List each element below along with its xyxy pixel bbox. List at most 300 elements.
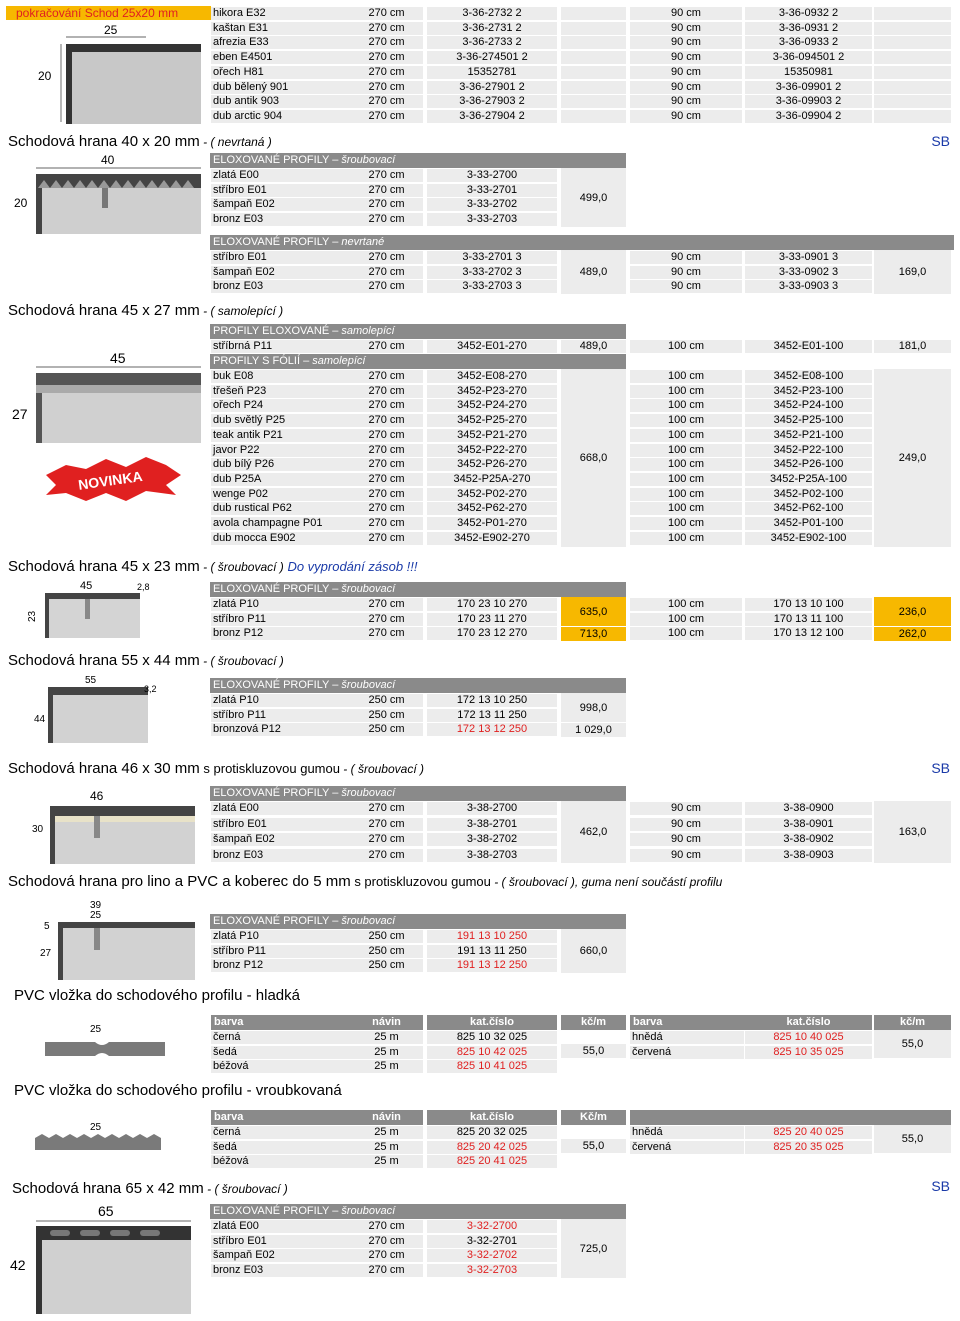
svg-text:3,2: 3,2 [144,684,157,694]
empty-cell [874,7,951,20]
table-cell: 270 cm [350,488,423,501]
svg-text:65: 65 [98,1203,114,1219]
table-cell: avola champagne P01 [211,517,350,530]
empty-cell [874,95,951,108]
table-cell: červená [630,1046,744,1059]
table-cell: 3452-P25A-100 [745,473,872,486]
group-header: PROFILY S FÓLIÍ – samolepící [210,354,626,369]
svg-text:23: 23 [27,610,38,622]
table-cell: ořech P24 [211,399,350,412]
table-cell: 170 13 12 100 [745,627,872,640]
clearance-note: Do vyprodání zásob !!! [287,559,418,574]
table-cell: 25 m [350,1031,423,1044]
table-cell: 3-36-27901 2 [427,81,557,94]
group-header: ELOXOVANÉ PROFILY – šroubovací [210,153,626,168]
table-cell: dub mocca E902 [211,532,350,545]
table-cell: stříbro P11 [211,945,350,958]
table-cell: 3-38-2701 [427,818,557,831]
price-cell: 635,0 [561,597,626,626]
table-cell: 3452-P25-270 [427,414,557,427]
table-cell: dub P25A [211,473,350,486]
table-cell: 270 cm [350,51,423,64]
table-cell: 3-33-0903 3 [745,280,872,293]
price-cell: 998,0 [561,693,626,722]
pvc-smooth-drawing [40,1020,170,1065]
table-cell: 172 13 12 250 [427,723,557,736]
table-cell: 270 cm [350,833,423,846]
column-header: kč/m [874,1015,951,1030]
table-cell: 3-38-2703 [427,849,557,862]
table-cell: 3452-E08-270 [427,370,557,383]
svg-text:25: 25 [90,1024,102,1035]
price-cell: 668,0 [561,369,626,547]
table-cell: 3-36-094501 2 [745,51,872,64]
table-cell: kaštan E31 [211,22,350,35]
table-cell: 3-36-27903 2 [427,95,557,108]
table-cell: 3-36-0931 2 [745,22,872,35]
table-cell: dub světlý P25 [211,414,350,427]
price-cell: 55,0 [561,1044,626,1058]
table-cell: 3452-P21-270 [427,429,557,442]
table-cell: stříbro E01 [211,251,350,264]
table-cell: 100 cm [630,370,742,383]
table-cell: afrezia E33 [211,36,350,49]
table-cell: 100 cm [630,613,742,626]
svg-text:25: 25 [90,1122,102,1133]
table-cell: 3-36-27904 2 [427,110,557,123]
table-cell: 90 cm [630,818,742,831]
empty-cell [874,66,951,79]
svg-text:46: 46 [90,789,104,803]
svg-text:5: 5 [44,921,50,932]
empty-cell [874,22,951,35]
table-cell: 270 cm [350,1249,423,1262]
table-cell: 270 cm [350,627,423,640]
table-cell: 270 cm [350,517,423,530]
table-cell: 3452-P21-100 [745,429,872,442]
empty-cell [561,81,626,94]
table-cell: šedá [211,1046,350,1059]
table-cell: 3452-P25-100 [745,414,872,427]
table-cell: 100 cm [630,399,742,412]
column-header: kat.číslo [427,1015,557,1030]
table-cell: 90 cm [630,849,742,862]
table-cell: 100 cm [630,517,742,530]
table-cell: 270 cm [350,370,423,383]
table-cell: 90 cm [630,266,742,279]
table-cell: hikora E32 [211,7,350,20]
table-cell: 250 cm [350,723,423,736]
svg-text:25: 25 [90,910,102,921]
svg-text:45: 45 [110,350,126,366]
table-cell: bronz P12 [211,959,350,972]
table-cell: 270 cm [350,213,423,226]
table-cell: 3-33-2701 3 [427,251,557,264]
table-cell: 100 cm [630,429,742,442]
svg-text:40: 40 [101,153,115,167]
group-header: ELOXOVANÉ PROFILY – nevrtané [210,235,954,250]
group-header: ELOXOVANÉ PROFILY – šroubovací [210,1204,626,1219]
table-cell: 25 m [350,1060,423,1073]
svg-text:20: 20 [14,196,28,210]
table-cell: 3-36-0932 2 [745,7,872,20]
column-header: barva [211,1110,351,1125]
empty-cell [561,7,626,20]
group-header: ELOXOVANÉ PROFILY – šroubovací [210,914,626,929]
table-cell: zlatá E00 [211,802,350,815]
group-header: ELOXOVANÉ PROFILY – šroubovací [210,582,626,597]
table-cell: 270 cm [350,95,423,108]
table-cell: 100 cm [630,414,742,427]
table-cell: 270 cm [350,849,423,862]
svg-text:44: 44 [34,714,46,725]
table-cell: 270 cm [350,266,423,279]
table-cell: 3452-P24-270 [427,399,557,412]
section-title-40x20: Schodová hrana 40 x 20 mm - ( nevrtaná ) [8,133,272,150]
table-cell: 270 cm [350,802,423,815]
table-cell: 191 13 12 250 [427,959,557,972]
table-cell: 3-38-0900 [745,802,872,815]
table-cell: 3452-P25A-270 [427,473,557,486]
table-cell: 100 cm [630,340,742,353]
table-cell: šampaň E02 [211,1249,350,1262]
table-cell: 90 cm [630,251,742,264]
price-cell: 1 029,0 [561,723,626,737]
table-cell: 100 cm [630,473,742,486]
section-title-45x23: Schodová hrana 45 x 23 mm - ( šroubovací ) Do vyprodání zásob !!! [8,558,418,575]
table-cell: 3-36-09903 2 [745,95,872,108]
table-cell: 489,0 [561,340,626,353]
table-cell: 15350981 [745,66,872,79]
sb-badge: SB [931,1178,950,1194]
table-cell: zlatá E00 [211,169,350,182]
empty-cell [561,66,626,79]
column-header: kč/m [561,1015,626,1030]
table-cell: bronz E03 [211,849,350,862]
table-cell: 15352781 [427,66,557,79]
table-cell: 3-38-0902 [745,833,872,846]
price-cell: 169,0 [874,250,951,294]
table-cell: 191 13 10 250 [427,930,557,943]
empty-cell [561,22,626,35]
table-cell: 3-36-09904 2 [745,110,872,123]
table-cell: červená [630,1141,744,1154]
table-cell: 250 cm [350,694,423,707]
table-cell: béžová [211,1155,350,1168]
table-cell: 3-38-0901 [745,818,872,831]
table-cell: 100 cm [630,532,742,545]
table-cell: 270 cm [350,36,423,49]
empty-cell [874,81,951,94]
table-cell: 90 cm [630,833,742,846]
svg-text:55: 55 [85,675,97,686]
price-cell: 249,0 [874,369,951,547]
section-title-45x27: Schodová hrana 45 x 27 mm - ( samolepící ) [8,302,284,319]
price-cell: 236,0 [874,597,951,626]
table-cell: zlatá P10 [211,598,350,611]
table-cell: 3-36-2731 2 [427,22,557,35]
table-cell: 90 cm [630,36,742,49]
svg-text:45: 45 [80,580,93,592]
table-cell: bronzová P12 [211,723,350,736]
empty-cell [561,110,626,123]
table-cell: 172 13 11 250 [427,709,557,722]
price-cell: 55,0 [874,1125,951,1153]
table-cell: šampaň E02 [211,198,350,211]
table-cell: 825 20 32 025 [427,1126,557,1139]
empty-cell [561,51,626,64]
table-cell: 270 cm [350,598,423,611]
table-cell: 270 cm [350,613,423,626]
table-cell: dub arctic 904 [211,110,350,123]
table-cell: 270 cm [350,473,423,486]
continuation-tag: pokračování Schod 25x20 mm [6,6,211,20]
table-cell: 170 23 11 270 [427,613,557,626]
table-cell: bronz P12 [211,627,350,640]
svg-text:42: 42 [10,1257,26,1273]
column-header: návin [350,1110,423,1125]
table-cell: 100 cm [630,627,742,640]
table-cell: zlatá P10 [211,694,350,707]
table-cell: 825 20 40 025 [745,1126,872,1139]
table-cell: teak antik P21 [211,429,350,442]
table-cell: 3452-P01-270 [427,517,557,530]
table-cell: 3-33-2703 3 [427,280,557,293]
profile-25x20-drawing [6,22,206,127]
table-cell: stříbrná P11 [211,340,350,353]
table-cell: buk E08 [211,370,350,383]
price-cell: 55,0 [561,1139,626,1153]
svg-text:39: 39 [90,900,102,911]
table-cell: dub rustical P62 [211,502,350,515]
profile-65x42-drawing [6,1198,196,1316]
section-title-lino: Schodová hrana pro lino a PVC a koberec do 5 mm s protiskluzovou gumou - ( šroubovací ), guma není součástí profilu [8,873,723,890]
table-cell: 270 cm [350,1264,423,1277]
table-cell: 250 cm [350,709,423,722]
table-cell: javor P22 [211,444,350,457]
table-cell: 825 20 35 025 [745,1141,872,1154]
table-cell: 270 cm [350,385,423,398]
table-cell: 100 cm [630,385,742,398]
table-cell: béžová [211,1060,350,1073]
table-cell: 270 cm [350,458,423,471]
table-cell: 270 cm [350,340,423,353]
column-header: barva [630,1015,745,1030]
table-cell: 270 cm [350,502,423,515]
table-cell: 825 10 41 025 [427,1060,557,1073]
table-cell: 3452-P23-100 [745,385,872,398]
table-cell: 3-33-0901 3 [745,251,872,264]
table-cell: 3452-P02-100 [745,488,872,501]
table-cell: 3452-P62-270 [427,502,557,515]
table-cell: 270 cm [350,169,423,182]
section-title-46x30: Schodová hrana 46 x 30 mm s protiskluzovou gumou - ( šroubovací ) [8,760,424,777]
group-header: PROFILY ELOXOVANÉ – samolepící [210,324,626,339]
table-cell: 3452-P24-100 [745,399,872,412]
table-cell: 90 cm [630,81,742,94]
table-cell: 25 m [350,1141,423,1154]
profile-55x44-drawing [30,672,160,747]
table-cell: 90 cm [630,51,742,64]
table-cell: 270 cm [350,184,423,197]
price-cell: 489,0 [561,250,626,294]
table-cell: 3452-P26-100 [745,458,872,471]
table-cell: 3-32-2700 [427,1220,557,1233]
empty-cell [874,51,951,64]
sb-badge: SB [931,133,950,149]
table-cell: 250 cm [350,959,423,972]
table-cell: 270 cm [350,1220,423,1233]
column-header: barva [211,1015,351,1030]
section-title-pvc-smooth: PVC vložka do schodového profilu - hladká [14,987,300,1004]
svg-text:27: 27 [40,948,52,959]
table-cell: 270 cm [350,22,423,35]
table-cell: 100 cm [630,598,742,611]
table-cell: dub antik 903 [211,95,350,108]
table-cell: 270 cm [350,444,423,457]
table-cell: 25 m [350,1126,423,1139]
column-header: návin [350,1015,423,1030]
table-cell: 270 cm [350,198,423,211]
table-cell: šampaň E02 [211,833,350,846]
table-cell: 3-36-09901 2 [745,81,872,94]
table-cell: 191 13 11 250 [427,945,557,958]
svg-text:27: 27 [12,406,28,422]
table-cell: 270 cm [350,110,423,123]
empty-cell [561,36,626,49]
table-cell: dub bělený 901 [211,81,350,94]
table-cell: 825 20 42 025 [427,1141,557,1154]
table-cell: 90 cm [630,22,742,35]
table-cell: eben E4501 [211,51,350,64]
table-cell: bronz E03 [211,280,350,293]
table-cell: 181,0 [874,340,951,353]
table-cell: 25 m [350,1155,423,1168]
profile-45x23-drawing [25,578,155,643]
table-cell: 270 cm [350,7,423,20]
table-cell: 270 cm [350,414,423,427]
table-cell: 100 cm [630,488,742,501]
pvc-ribbed-drawing [30,1118,170,1158]
table-cell: 3452-P26-270 [427,458,557,471]
table-cell: 3-33-2702 [427,198,557,211]
table-cell: 3452-P22-270 [427,444,557,457]
group-header: ELOXOVANÉ PROFILY – šroubovací [210,678,626,693]
price-cell: 262,0 [874,627,951,641]
table-cell: 250 cm [350,930,423,943]
table-cell: 3-36-274501 2 [427,51,557,64]
table-cell: 3452-P02-270 [427,488,557,501]
table-cell: 3-36-0933 2 [745,36,872,49]
table-cell: 3-33-2700 [427,169,557,182]
table-cell: stříbro P11 [211,613,350,626]
table-cell: 270 cm [350,429,423,442]
table-cell: 3-36-2732 2 [427,7,557,20]
table-cell: 3-36-2733 2 [427,36,557,49]
table-cell: 90 cm [630,110,742,123]
table-cell: 3-32-2701 [427,1235,557,1248]
price-cell: 499,0 [561,168,626,227]
table-cell: 3-32-2702 [427,1249,557,1262]
table-cell: bronz E03 [211,213,350,226]
table-cell: 825 10 40 025 [745,1031,872,1044]
svg-text:2,8: 2,8 [137,582,150,592]
table-cell: hnědá [630,1031,744,1044]
section-title-pvc-ribbed: PVC vložka do schodového profilu - vroubkovaná [14,1082,342,1099]
table-cell: 3452-E902-270 [427,532,557,545]
table-cell: 270 cm [350,1235,423,1248]
table-cell: 270 cm [350,81,423,94]
table-cell: stříbro E01 [211,818,350,831]
price-cell: 163,0 [874,801,951,863]
table-cell: stříbro E01 [211,1235,350,1248]
table-cell: zlatá E00 [211,1220,350,1233]
profile-40x20-drawing [6,152,206,237]
table-cell: 3-33-2701 [427,184,557,197]
table-cell: 3-38-0903 [745,849,872,862]
group-header: ELOXOVANÉ PROFILY – šroubovací [210,786,626,801]
table-cell: stříbro P11 [211,709,350,722]
svg-text:30: 30 [32,824,44,835]
table-cell: 25 m [350,1046,423,1059]
table-cell: 100 cm [630,444,742,457]
table-cell: 90 cm [630,66,742,79]
table-cell: 170 23 12 270 [427,627,557,640]
table-cell: 825 10 32 025 [427,1031,557,1044]
table-cell: 3452-E01-270 [427,340,557,353]
table-cell: zlatá P10 [211,930,350,943]
section-title-55x44: Schodová hrana 55 x 44 mm - ( šroubovací ) [8,652,284,669]
table-cell: 170 13 10 100 [745,598,872,611]
table-cell: dub bílý P26 [211,458,350,471]
novinka-badge: NOVINKA [77,467,144,493]
table-cell: 3452-E08-100 [745,370,872,383]
table-cell: 3-32-2703 [427,1264,557,1277]
table-cell: bronz E03 [211,1264,350,1277]
table-cell: 270 cm [350,532,423,545]
table-cell: 250 cm [350,945,423,958]
table-cell: černá [211,1031,350,1044]
dim-width-label: 25 [104,23,118,37]
table-cell: 3452-P23-270 [427,385,557,398]
profile-lino-drawing [30,898,200,983]
table-cell: 3452-P62-100 [745,502,872,515]
table-cell: 825 10 42 025 [427,1046,557,1059]
table-cell: 90 cm [630,7,742,20]
column-header: kat.číslo [745,1015,872,1030]
table-cell: třešeň P23 [211,385,350,398]
table-cell: 172 13 10 250 [427,694,557,707]
table-cell: hnědá [630,1126,744,1139]
price-cell: 462,0 [561,801,626,863]
table-cell: šedá [211,1141,350,1154]
table-cell: 270 cm [350,66,423,79]
table-cell: 90 cm [630,280,742,293]
dim-height-label: 20 [38,69,52,83]
table-cell: stříbro E01 [211,184,350,197]
header-fill [630,1110,951,1125]
table-cell: wenge P02 [211,488,350,501]
profile-46x30-drawing [30,786,200,871]
table-cell: 825 10 35 025 [745,1046,872,1059]
table-cell: 3452-E01-100 [745,340,872,353]
table-cell: 170 23 10 270 [427,598,557,611]
table-cell: 270 cm [350,399,423,412]
column-header: kat.číslo [427,1110,557,1125]
table-cell: 100 cm [630,502,742,515]
table-cell: 3452-P22-100 [745,444,872,457]
column-header: Kč/m [561,1110,626,1125]
